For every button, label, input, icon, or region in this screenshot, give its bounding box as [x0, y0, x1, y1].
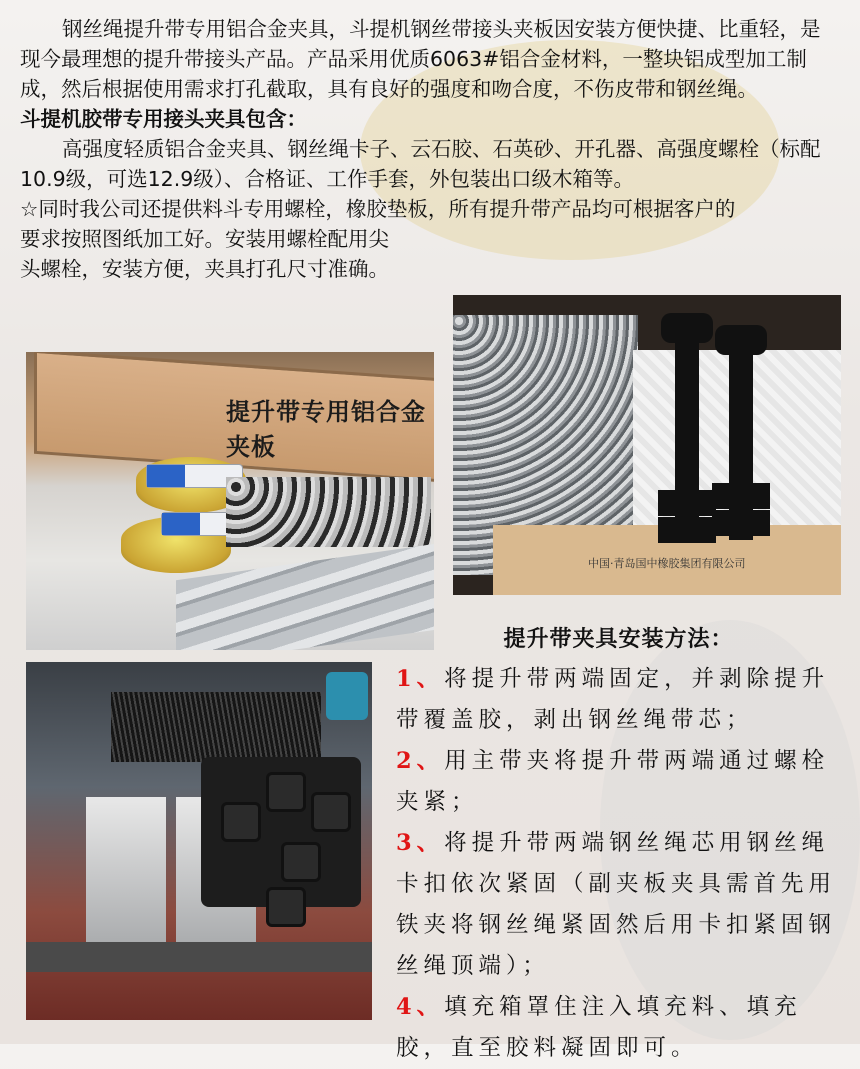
bolt-nut — [712, 483, 770, 509]
clamp-nut — [311, 792, 351, 832]
extra-service-line-3: 头螺栓，安装方便，夹具打孔尺寸准确。 — [20, 257, 389, 281]
extra-service-line: ☆同时我公司还提供料斗专用螺栓，橡胶垫板，所有提升带产品均可根据客户的 — [20, 197, 736, 221]
clips-and-bolts-photo — [453, 295, 841, 595]
method-step — [396, 741, 841, 823]
method-step — [396, 987, 841, 1069]
product-kit-photo — [26, 352, 434, 650]
belt — [26, 942, 372, 972]
crate-label: 提升带专用铝合金夹板 — [226, 398, 426, 461]
kit-contents-paragraph: 高强度轻质铝合金夹具、钢丝绳卡子、云石胶、石英砂、开孔器、高强度螺栓（标配10.9级，可选12.9级）、合格证、工作手套，外包装出口级木箱等。 — [20, 137, 821, 191]
step-text: 填充箱罩住注入填充料、填充胶，直至胶料凝固即可。 — [396, 994, 802, 1061]
step-number: 4、 — [396, 994, 445, 1020]
extra-service-line-2: 要求按照图纸加工好。安装用螺栓配用尖 — [20, 227, 389, 251]
board-text: 中国·青岛国中橡胶集团有限公司 — [588, 557, 746, 570]
bolt-nut — [658, 490, 716, 516]
step-text: 将提升带两端固定，并剥除提升带覆盖胶，剥出钢丝绳带芯； — [396, 666, 830, 733]
step-number: 2、 — [396, 748, 445, 774]
aluminum-clamp — [86, 797, 166, 947]
bolts-and-washers — [226, 477, 431, 547]
wire-rope-ends — [111, 692, 321, 762]
method-step — [396, 823, 841, 987]
step-number: 1、 — [396, 666, 445, 692]
installation-method — [396, 622, 841, 1069]
clamp-nut — [266, 887, 306, 927]
clamp-nut — [221, 802, 261, 842]
clamp-nut — [266, 772, 306, 812]
intro-section — [20, 14, 840, 284]
kit-contents-heading: 斗提机胶带专用接头夹具包含： — [20, 107, 307, 131]
bolt-nut — [712, 510, 770, 536]
bolt-nut — [658, 517, 716, 543]
step-text: 用主带夹将提升带两端通过螺栓夹紧； — [396, 748, 830, 815]
clamp-nut — [281, 842, 321, 882]
method-step — [396, 659, 841, 741]
step-text: 将提升带两端钢丝绳芯用钢丝绳卡扣依次紧固（副夹板夹具需首先用铁夹将钢丝绳紧固然后用卡扣紧固钢丝绳顶端）； — [396, 830, 837, 979]
method-title: 提升带夹具安装方法： — [503, 627, 734, 652]
intro-paragraph: 钢丝绳提升带专用铝合金夹具，斗提机钢丝带接头夹板因安装方便快捷、比重轻，是现今最理想的提升带接头产品。产品采用优质6063#铝合金材料，一整块铝成型加工制成，然后根据使用需求打孔截取，具有良好的强度和吻合度，不伤皮带和钢丝绳。 — [20, 17, 821, 101]
installed-clamp-photo — [26, 662, 372, 1020]
motor — [326, 672, 368, 720]
step-number: 3、 — [396, 830, 445, 856]
